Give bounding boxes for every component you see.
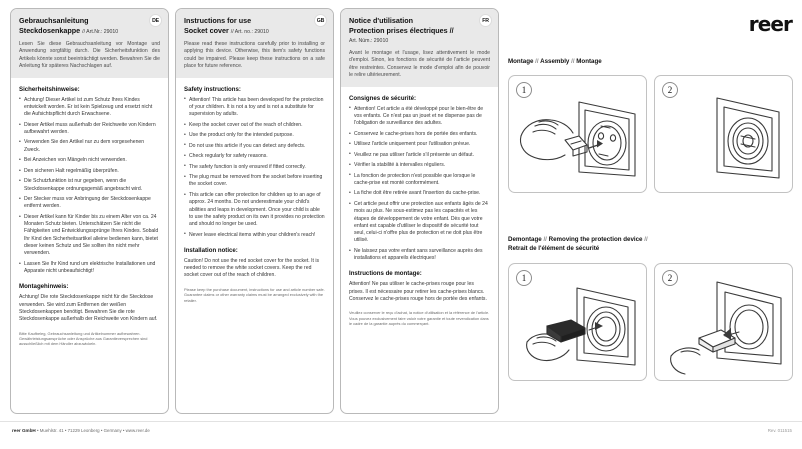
panel-intro-en: Please read these instructions carefully prior to installing or applying this device. Otherwise, this item's safety functions could be impaired. Please keep these instructions on a safe place for future reference. bbox=[184, 41, 325, 70]
installation-text-en: Caution! Do not use the red socket cover for the socket. It is needed to remove the white socket covers. Keep the red socket cover out of the reach of children. bbox=[184, 257, 320, 279]
removal-figure-1 bbox=[508, 263, 647, 381]
fineprint-en: Please keep the purchase document, instructions for use and article number safe. Guarantee claims or other warranty claims must be arranged exclusively with the retailer. bbox=[184, 286, 325, 303]
fineprint-fr: Veuillez conserver le reçu d'achat, la notice d'utilisation et la référence de l'article. Vous pouvez exclusivement faire valoir votre garantie et toute revendication dans le cadre de la garantie auprès du commerçant. bbox=[349, 310, 490, 327]
safety-heading-en: Safety instructions: bbox=[184, 85, 241, 93]
list-item: • Attention! Cet article a été développé pour le bien-être de vos enfants. Ce n'est pas un jouet et ne dispense pas de l'obligation de surveillance des adultes. bbox=[349, 106, 490, 128]
assembly-section-heading bbox=[508, 58, 602, 67]
list-item: • Den sicheren Halt regelmäßig überprüfen. bbox=[19, 168, 160, 175]
heading-separator: // bbox=[571, 58, 575, 65]
panel-header-french bbox=[341, 9, 498, 87]
page-footer bbox=[0, 421, 802, 449]
panel-french bbox=[340, 8, 499, 414]
assembly-illustration-2 bbox=[655, 76, 793, 193]
step-number: 2 bbox=[662, 270, 678, 286]
article-number-fr: Art. Núm.: 29010 bbox=[349, 38, 389, 44]
safety-list-en bbox=[184, 97, 325, 239]
panel-subtitle-fr bbox=[349, 26, 490, 46]
removal-heading-de: Demontage bbox=[508, 236, 542, 243]
heading-separator: // bbox=[543, 236, 547, 243]
installation-heading-en: Installation notice: bbox=[184, 246, 238, 254]
list-item: • Attention! This article has been developed for the protection of your children. It is not a toy and is not a substitute for supervision by adults. bbox=[184, 97, 325, 119]
product-name-de: Steckdosenkappe bbox=[19, 26, 81, 35]
panel-header-english bbox=[176, 9, 333, 78]
step-number: 2 bbox=[662, 82, 678, 98]
assembly-heading-en: Assembly bbox=[540, 58, 570, 65]
heading-separator: // bbox=[644, 236, 648, 243]
list-item: • This article can offer protection for children up to an age of approx. 24 months. Do not underestimate your child's abilities and leaps in development. Once your child is able to use the safety product on its own it provides no protection and should no longer be used. bbox=[184, 192, 325, 228]
list-item: • Check regularly for safety reasons. bbox=[184, 153, 325, 160]
installation-text-fr: Attention! Ne pas utiliser le cache-prises rouge pour les prises. Il est nécessaire pour retirer les cache-prises blancs. Conservez le cache-prises rouge hors de portée des enfants. bbox=[349, 281, 487, 303]
list-item: • The safety function is only ensured if fitted correctly. bbox=[184, 164, 325, 171]
footer-company-info bbox=[12, 428, 150, 433]
product-name-fr: Protection prises électriques // bbox=[349, 26, 454, 35]
removal-heading-fr: Retrait de l'élément de sécurité bbox=[508, 244, 600, 252]
removal-illustration-2 bbox=[655, 264, 793, 381]
panel-intro-fr: Avant le montage et l'usage, lisez attentivement le mode d'emploi. Sinon, les fonctions de sécurité de l'article peuvent être restreintes. Conservez le mode d'emploi afin de pouvoir le relire ultérieurement. bbox=[349, 50, 490, 79]
list-item: • La fonction de protection n'est possible que lorsque le cache-prise est monté conformément. bbox=[349, 173, 490, 188]
heading-separator: // bbox=[535, 58, 539, 65]
assembly-illustration-1 bbox=[509, 76, 647, 193]
panel-german bbox=[10, 8, 169, 414]
panel-subtitle-en bbox=[184, 26, 325, 37]
list-item: • Never leave electrical items within your children's reach! bbox=[184, 232, 325, 239]
footer-company-name: reer GmbH bbox=[12, 428, 36, 433]
list-item: • Utilisez l'article uniquement pour l'utilisation prévue. bbox=[349, 141, 490, 148]
installation-text-de: Achtung! Die rote Steckdosenkappe nicht für die Steckdose verwenden. Sie wird zum Entfernen der weißen Steckdosenkappen benötigt. Bewahren Sie die rote Steckdosenkappe außerhalb der Reichweite von Kindern auf. bbox=[19, 294, 158, 323]
installation-heading-fr: Instructions de montage: bbox=[349, 270, 422, 278]
list-item: • Vérifier la stabilité à intervalles réguliers. bbox=[349, 162, 490, 169]
list-item: • Lassen Sie Ihr Kind rund um elektrische Installationen und Apparate nicht unbeaufsichtigt! bbox=[19, 261, 160, 276]
safety-heading-fr: Consignes de sécurité: bbox=[349, 94, 417, 102]
list-item: • Use the product only for the intended purpose. bbox=[184, 132, 325, 139]
list-item: • Conservez le cache-prises hors de portée des enfants. bbox=[349, 131, 490, 138]
language-badge-de: DE bbox=[149, 14, 162, 27]
list-item: • La fiche doit être retirée avant l'insertion du cache-prise. bbox=[349, 190, 490, 197]
fineprint-de: Bitte Kaufbeleg, Gebrauchsanleitung und Artikelnummer aufbewahren. Gewährleistungsansprüche oder Ansprüche aus Garantieversprechen sind ausschließlich mit dem Händler abzuwickeln. bbox=[19, 330, 148, 347]
removal-heading-en: Removing the protection device bbox=[548, 236, 643, 243]
brand-logo: reer bbox=[748, 12, 792, 36]
footer-revision: Rev. 011515 bbox=[767, 428, 792, 433]
panel-title-fr: Notice d'utilisation bbox=[349, 16, 414, 25]
product-name-en: Socket cover bbox=[184, 26, 229, 35]
list-item: • Dieser Artikel muss außerhalb der Reichweite von Kindern aufbewahrt werden. bbox=[19, 122, 160, 137]
assembly-heading-de: Montage bbox=[508, 58, 534, 65]
list-item: • Ne laissez pas votre enfant sans surveillance auprès des installations et appareils électriques! bbox=[349, 248, 490, 263]
list-item: • Do not use this article if you can detect any defects. bbox=[184, 143, 325, 150]
list-item: • Der Stecker muss vor Anbringung der Steckdosenkappe entfernt werden. bbox=[19, 196, 160, 211]
step-number: 1 bbox=[516, 82, 532, 98]
removal-section-heading bbox=[508, 236, 648, 253]
safety-list-de bbox=[19, 97, 160, 276]
list-item: • Cet article peut offrir une protection aux enfants âgés de 24 mois au plus. Ne sous-estimez pas les capacités et les étapes de développement de votre enfant. Dès que votre enfant est capable d'utiliser le dispositif de sécurité tout seul, celui-ci n'offre plus de protection et ne doit plus être utilisé. bbox=[349, 201, 490, 245]
assembly-heading-fr: Montage bbox=[576, 58, 602, 65]
panel-intro-de: Lesen Sie diese Gebrauchsanleitung vor Montage und Anwendung sorgfältig durch. Die Sicherheitsfunktion des Artikels könnte sonst beeinträchtigt werden. Bewahren Sie die Anleitung für späteres Nachschlagen auf. bbox=[19, 41, 160, 70]
list-item: • Die Schutzfunktion ist nur gegeben, wenn die Steckdosenkappe ordnungsgemäß angebracht wird. bbox=[19, 178, 160, 193]
step-number: 1 bbox=[516, 270, 532, 286]
safety-list-fr bbox=[349, 106, 490, 263]
removal-figures bbox=[508, 263, 793, 381]
language-badge-fr: FR bbox=[479, 14, 492, 27]
list-item: • Keep the socket cover out of the reach of children. bbox=[184, 122, 325, 129]
assembly-figures bbox=[508, 75, 793, 193]
installation-heading-de: Montagehinweis: bbox=[19, 283, 69, 291]
assembly-figure-1 bbox=[508, 75, 647, 193]
illustration-column bbox=[508, 8, 794, 414]
list-item: • Dieser Artikel kann für Kinder bis zu einem Alter von ca. 24 Monaten Schutz bieten. Unterschätzen Sie nicht die Fähigkeiten und Entwicklungssprünge Ihres Kindes. Sobald Ihr Kind den Sicherheitsartikel alleine bedienen kann, bietet dieser keinen Schutz und Sie sollten ihn nicht mehr verwenden. bbox=[19, 214, 160, 258]
list-item: • Verwenden Sie den Artikel nur zu dem vorgesehenen Zweck. bbox=[19, 139, 160, 154]
panel-title-de: Gebrauchsanleitung bbox=[19, 16, 89, 25]
assembly-figure-2 bbox=[654, 75, 793, 193]
removal-illustration-1 bbox=[509, 264, 647, 381]
language-badge-gb: GB bbox=[314, 14, 327, 27]
safety-heading-de: Sicherheitshinweise: bbox=[19, 85, 80, 93]
panel-subtitle-de bbox=[19, 26, 160, 37]
article-number-en: // Art. no.: 29010 bbox=[230, 29, 269, 35]
article-number-de: // Art.Nr.: 29010 bbox=[82, 29, 119, 35]
panel-title-en: Instructions for use bbox=[184, 16, 252, 25]
list-item: • Veuillez ne pas utiliser l'article s'il présente un défaut. bbox=[349, 152, 490, 159]
panel-header-german bbox=[11, 9, 168, 78]
list-item: • The plug must be removed from the socket before inserting the socket cover. bbox=[184, 174, 325, 189]
list-item: • Achtung! Dieser Artikel ist zum Schutz Ihres Kindes entwickelt worden. Er ist kein Spielzeug und ersetzt nicht die Aufsichtspflicht durch Erwachsene. bbox=[19, 97, 160, 119]
footer-address: • Muehlstr. 41 • 71229 Leonberg • Germany • www.reer.de bbox=[35, 428, 150, 433]
language-panels bbox=[10, 8, 500, 414]
removal-figure-2 bbox=[654, 263, 793, 381]
panel-english bbox=[175, 8, 334, 414]
list-item: • Bei Anzeichen von Mängeln nicht verwenden. bbox=[19, 157, 160, 164]
